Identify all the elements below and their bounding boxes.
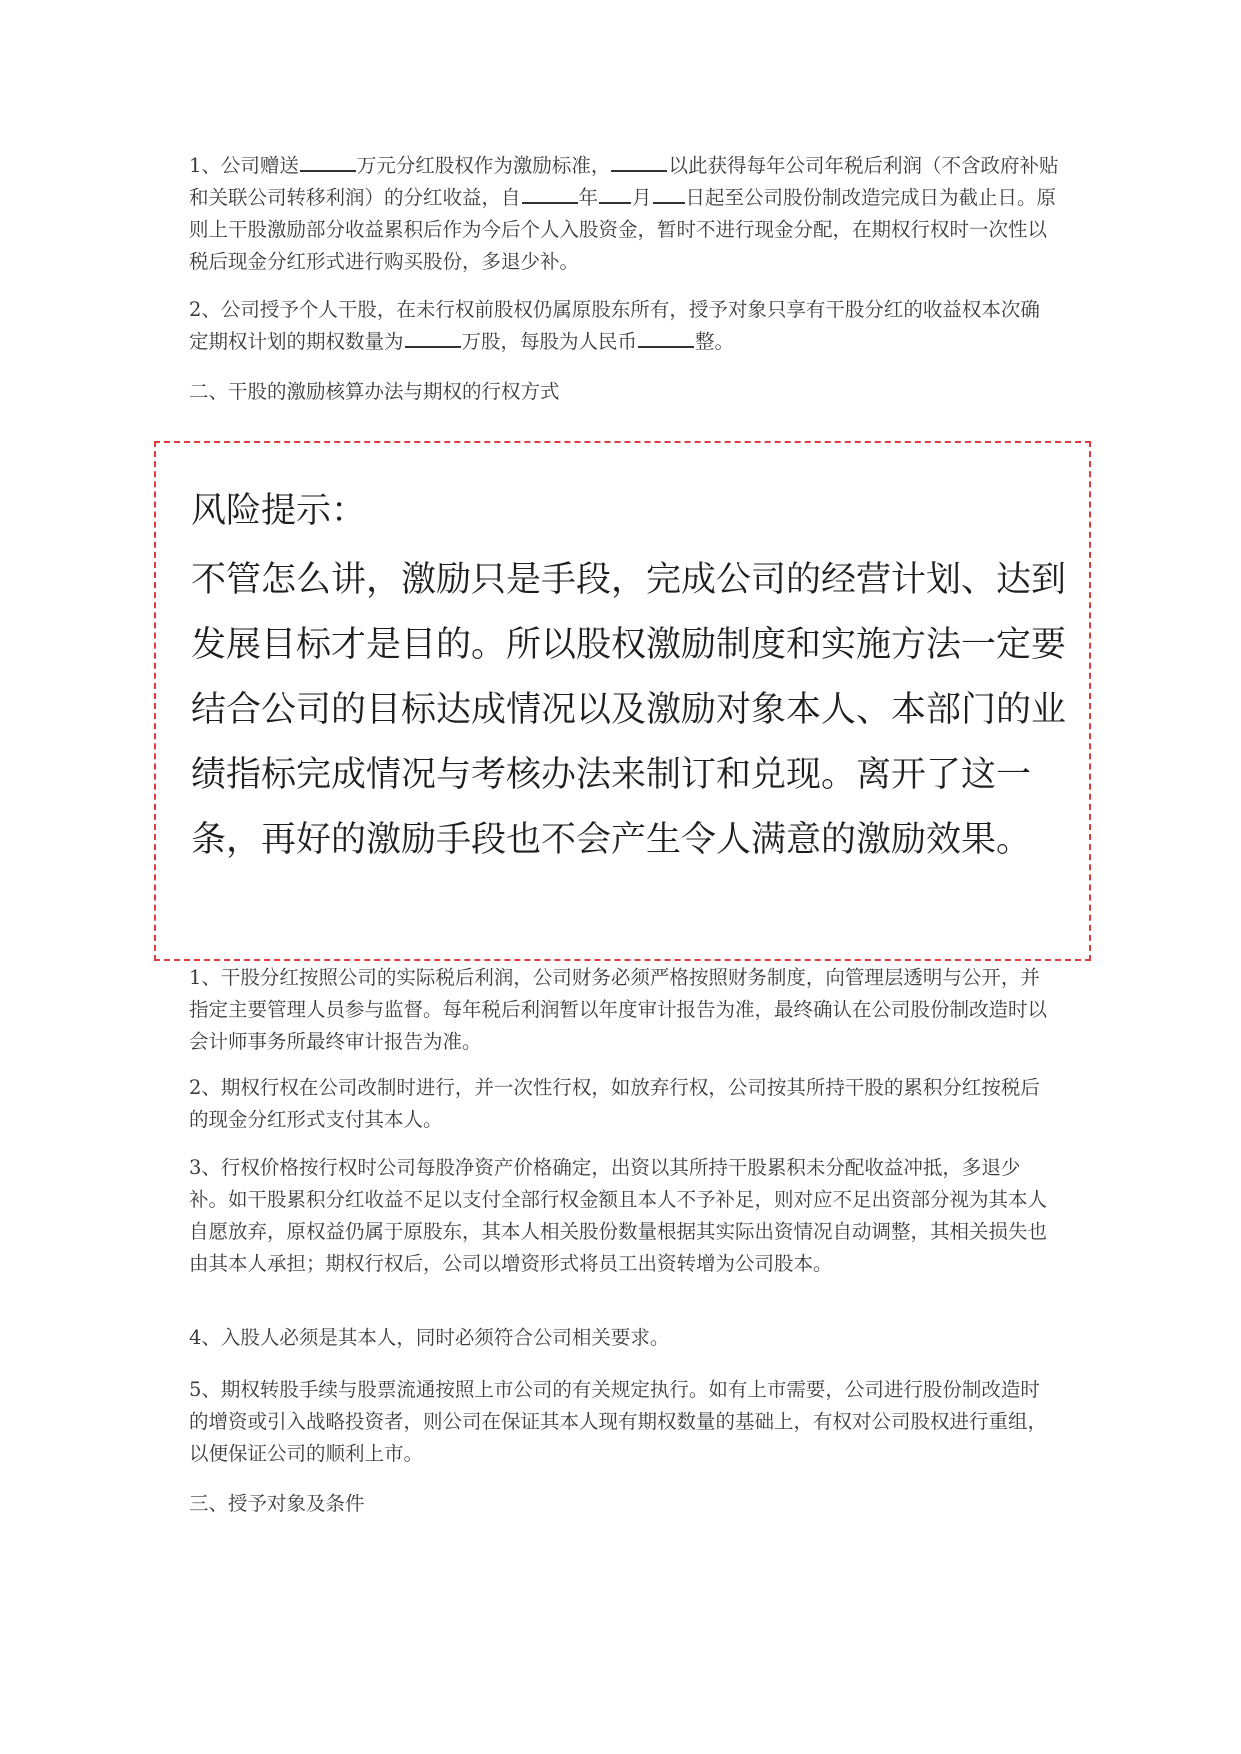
p1-text-a: 1、公司赠送 xyxy=(189,154,299,177)
item-3: 3、行权价格按行权时公司每股净资产价格确定，出资以其所持干股累积未分配收益冲抵，多退少补。如干股累积分红收益不足以支付全部行权金额且本人不予补足，则对应不足出资部分视为其本人自愿放弃，原权益仍属于原股东，其本人相关股份数量根据其实际出资情况自动调整，其相关损失也由其本人承担；期权行权后，公司以增资形式将员工出资转增为公司股本。 xyxy=(189,1156,1048,1275)
p1-text-e: 月 xyxy=(632,186,652,209)
blank-amount[interactable] xyxy=(300,150,356,172)
blank-year[interactable] xyxy=(522,182,578,204)
item-5: 5、期权转股手续与股票流通按照上市公司的有关规定执行。如有上市需要，公司进行股份制改造时的增资或引入战略投资者，则公司在保证其本人现有期权数量的基础上，有权对公司股权进行重组，以便保证公司的顺利上市。 xyxy=(189,1378,1048,1465)
risk-notice-box xyxy=(154,441,1091,961)
paragraph-2 xyxy=(189,294,1059,358)
p2-text-c: 整。 xyxy=(695,330,735,353)
blank-name[interactable] xyxy=(611,150,667,172)
p2-text-b: 万股，每股为人民币 xyxy=(461,330,638,353)
p1-text-d: 年 xyxy=(578,186,599,209)
p1-text-f: 日起至公司股份制改造完成日为截止日。原则上干股激励部分收益累积后作为今后个人入股资金，暂时不进行现金分配，在期权行权时一次性以税后现金分红形式进行购买股份，多退少补。 xyxy=(189,186,1057,273)
p1-text-c: 以此获得每年公司年税后利润（不含政府补贴和关联公司转移利润）的分红收益，自 xyxy=(189,154,1059,209)
section-heading-2: 二、干股的激励核算办法与期权的行权方式 xyxy=(189,380,560,403)
blank-day[interactable] xyxy=(653,182,685,204)
blank-month[interactable] xyxy=(599,182,631,204)
item-2: 2、期权行权在公司改制时进行，并一次性行权，如放弃行权，公司按其所持干股的累积分红按税后的现金分红形式支付其本人。 xyxy=(189,1076,1040,1131)
item-4: 4、入股人必须是其本人，同时必须符合公司相关要求。 xyxy=(189,1326,670,1349)
item-1: 1、干股分红按照公司的实际税后利润，公司财务必须严格按照财务制度，向管理层透明与公开，并指定主要管理人员参与监督。每年税后利润暂以年度审计报告为准，最终确认在公司股份制改造时以会计师事务所最终审计报告为准。 xyxy=(189,966,1048,1053)
blank-price[interactable] xyxy=(638,326,694,348)
paragraph-1 xyxy=(189,150,1059,278)
section-heading-3: 三、授予对象及条件 xyxy=(189,1492,365,1515)
risk-notice-text: 不管怎么讲，激励只是手段，完成公司的经营计划、达到发展目标才是目的。所以股权激励制度和实施方法一定要结合公司的目标达成情况以及激励对象本人、本部门的业绩指标完成情况与考核办法来制订和兑现。离开了这一条，再好的激励手段也不会产生令人满意的激励效果。 xyxy=(191,560,1067,860)
p2-text-a: 2、公司授予个人干股，在未行权前股权仍属原股东所有，授予对象只享有干股分红的收益权本次确定期权计划的期权数量为 xyxy=(189,298,1040,353)
blank-shares[interactable] xyxy=(405,326,461,348)
risk-notice-title: 风险提示： xyxy=(191,491,367,531)
p1-text-b: 万元分红股权作为激励标准， xyxy=(356,154,611,177)
